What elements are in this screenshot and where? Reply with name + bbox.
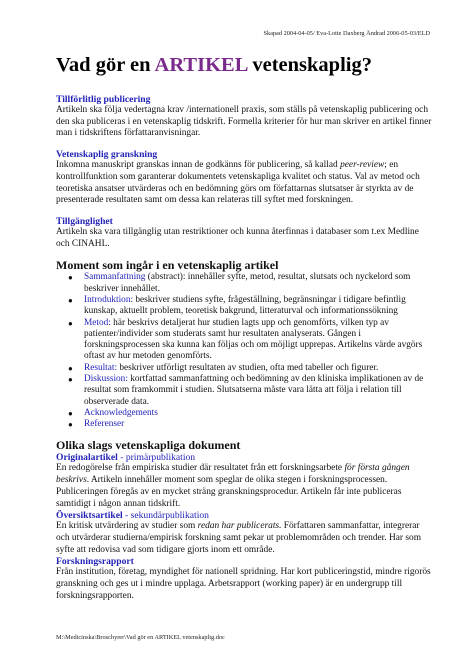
item-term: Referenser [84, 419, 125, 430]
text-part: En redogörelse från empiriska studier där resultatet från ett forskningsarbete [56, 463, 345, 474]
section-heading: Tillgänglighet [56, 215, 113, 227]
text-part: . Artikeln innehåller moment som speglar de olika stegen i forskningsprocessen. Publiceringen föregås av en mycket sträng granskningsprocedur. Artikeln får inte publiceras samtidigt i någon annan tidskrift. [56, 475, 402, 509]
text-emphasis: redan har publicerats. [197, 521, 282, 532]
subsection-text [56, 463, 433, 510]
document-body [56, 94, 433, 603]
section-heading: Olika slags vetenskapliga dokument [56, 438, 241, 453]
list-item [68, 363, 433, 374]
footer-file-path: M:\Medicinska\Broschyrer\Vad gör en ARTIKEL vetenskaplig.doc [56, 634, 225, 641]
section-heading: Vetenskaplig granskning [56, 149, 158, 161]
text-part: En kritisk utvärdering av studier som [56, 521, 198, 532]
title-after: vetenskaplig? [247, 54, 372, 76]
item-term: Introduktion: [84, 294, 134, 305]
bullet-icon: ● [68, 420, 73, 430]
bullet-icon: ● [68, 375, 73, 384]
section-heading: Tillförlitlig publicering [56, 94, 151, 105]
section-heading: Moment som ingår i en vetenskaplig artikel [56, 258, 279, 273]
text-emphasis: för första gången beskrivs [56, 463, 410, 486]
title-before: Vad gör en [56, 54, 155, 76]
bullet-icon: ● [68, 318, 73, 328]
bullet-icon: ● [68, 273, 73, 283]
item-text: beskriver studiens syfte, frågeställning, begränsningar i tidigare befintlig kunskap, aktuellt problem, teoretisk bakgrund, litteraturval och informationssökning [84, 294, 406, 317]
bullet-icon: ● [68, 363, 73, 373]
section-accessibility [56, 216, 433, 250]
list-item [68, 272, 433, 295]
bullet-icon: ● [68, 295, 73, 305]
section-document-types [56, 438, 433, 602]
section-scientific-review [56, 149, 433, 207]
text-part: Inkomna manuskript granskas innan de godkänns för publicering, så kallad [56, 160, 341, 171]
text-part: ; en kontrollfunktion som garanterar dokumentets vetenskapliga kvalitet och status. Val av metod och teoretiska ansatser utvärderas och en bedömning görs om författarnas slutsatser är styrkta av de presenterade resultaten samt om dessa kan relateras till syftet med forskningen. [56, 160, 420, 206]
subsection-heading: Forskningsrapport [56, 556, 134, 568]
section-text [56, 160, 433, 207]
text-emphasis: peer-review [340, 160, 385, 171]
section-article-parts [56, 258, 433, 430]
item-term: Sammanfattning [84, 272, 146, 283]
item-term: Resultat: [84, 362, 118, 373]
subsection-text: Från institution, företag, myndighet för nationell spridning. Har kort publiceringstid, mindre rigorös granskning och ges ut i mindre upplaga. Arbetsrapport (working paper) är en undergrupp till forskningsrapporten. [56, 567, 431, 601]
item-term: Metod: [84, 317, 111, 328]
subsection-term: Originalartikel [56, 452, 118, 464]
item-term: Acknowledgements [84, 407, 158, 418]
list-item [68, 318, 433, 363]
bullet-icon: ● [68, 408, 73, 418]
subsection-term: Översiktsartikel [56, 510, 123, 522]
subsection-heading [56, 510, 433, 521]
item-text: beskriver utförligt resultaten av studien, ofta med tabeller och figurer. [117, 362, 379, 373]
item-text: (abstract): innehåller syfte, metod, resultat, slutsats och nyckelord som beskriver innehållet. [84, 272, 411, 294]
subsection-heading [56, 452, 433, 463]
subsection-sub: - primärpublikation [117, 452, 196, 464]
item-text: här beskrivs detaljerat hur studien lagts upp och genomförts, vilken typ av patienter/individer som studerats samt hur resultaten analyserats. Gången i forskningsprocessen ska kunna kan följas och om möjligt upprepas. Artikelns värde avgörs oftast av hur metoden genomförts. [84, 317, 423, 362]
title-highlight: ARTIKEL [154, 54, 248, 76]
list-item [68, 295, 433, 318]
header-note: Skapad 2004-04-05/ Eva-Lotte Daxberg Ändrad 2006-05-03/ELD [263, 30, 430, 37]
text-part: Författaren sammanfattar, integrerar och utvärderar studierna/empirisk forskning samt pekar ut problemområden och trender. Har som syfte att redovisa vad som tidigare gjorts inom ett område. [56, 521, 421, 555]
section-text: Artikeln ska följa vedertagna krav /internationell praxis, som ställs på vetenskaplig publicering och den ska publiceras i en vetenskaplig tidskrift. Formella kriterier för hur man skriver en artikel finner man i tidskriftens författaranvisningar. [56, 105, 432, 139]
section-reliable-publication [56, 94, 433, 140]
page-title [56, 54, 372, 77]
section-text: Artikeln ska vara tillgänglig utan restriktioner och kunna återfinnas i databaser som t.ex Medline och CINAHL. [56, 226, 419, 249]
subsection-text [56, 521, 433, 556]
item-text: kortfattad sammanfattning och bedömning av den kliniska implikationen av de resultat som framkommit i studien. Slutsatserna måste vara lätta att följa i relation till observerade data. [84, 374, 424, 407]
article-parts-list [56, 272, 433, 430]
subsection-sub: - sekundärpublikation [122, 510, 209, 522]
list-item [68, 408, 433, 419]
list-item [68, 419, 433, 430]
list-item [68, 374, 433, 408]
item-term: Diskussion: [84, 374, 128, 384]
